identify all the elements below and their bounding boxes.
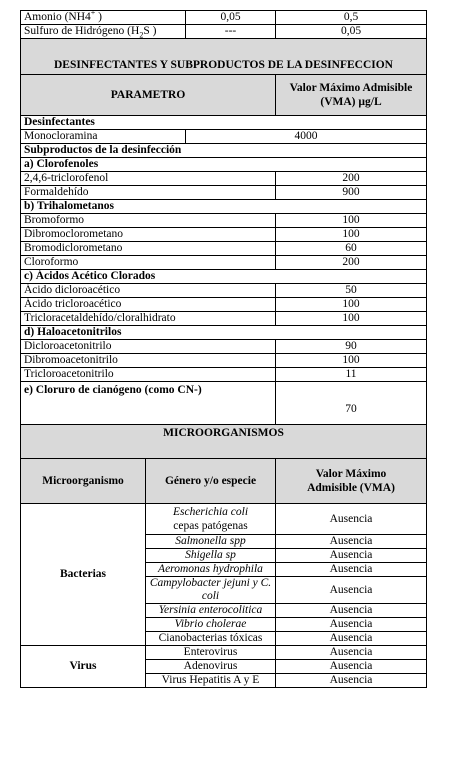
parameter-name: Ácido tricloroacético [21, 298, 276, 312]
parameter-name: Formaldehído [21, 186, 276, 200]
value-cell: 50 [276, 284, 427, 298]
parameter-name: 2,4,6-triclorofenol [21, 172, 276, 186]
species-cell: Campylobacter jejuni y C. coli [146, 577, 276, 604]
table-row [21, 25, 427, 39]
value-cell: 100 [276, 298, 427, 312]
table-row [21, 172, 427, 186]
genero-header: Género y/o especie [146, 459, 276, 504]
desinfectantes-label: Desinfectantes [21, 116, 427, 130]
micro-title: MICROORGANISMOS [21, 425, 427, 459]
table-row [21, 144, 427, 158]
group-title: b) Trihalometanos [21, 200, 427, 214]
table-row [21, 284, 427, 298]
table-row [21, 186, 427, 200]
value-cell: 0,5 [276, 11, 427, 25]
value-cell: 100 [276, 312, 427, 326]
parameter-name: Bromodiclorometano [21, 242, 276, 256]
value-cell: Ausencia [276, 674, 427, 688]
value-cell: Ausencia [276, 549, 427, 563]
value-cell: Ausencia [276, 563, 427, 577]
parameter-name: Monocloramina [21, 130, 186, 144]
parameter-name: Dibromoacetonitrilo [21, 354, 276, 368]
value-cell: 60 [276, 242, 427, 256]
value-cell: 0,05 [186, 11, 276, 25]
group-title-row [21, 158, 427, 172]
value-cell: 0,05 [276, 25, 427, 39]
parameters-table [20, 10, 427, 688]
table-row [21, 242, 427, 256]
header-row [21, 459, 427, 504]
parameter-name: Ácido dicloroacético [21, 284, 276, 298]
parameter-name: Tricloracetaldehído/cloralhidrato [21, 312, 276, 326]
section-title-row [21, 425, 427, 459]
table-row [21, 504, 427, 535]
value-cell: Ausencia [276, 604, 427, 618]
value-cell: 100 [276, 228, 427, 242]
table-row [21, 130, 427, 144]
bacterias-label: Bacterias [21, 504, 146, 646]
table-row [21, 256, 427, 270]
section-title: DESINFECTANTES Y SUBPRODUCTOS DE LA DESINFECCION [21, 39, 427, 75]
value-cell: 100 [276, 354, 427, 368]
value-cell: 900 [276, 186, 427, 200]
value-cell: Ausencia [276, 504, 427, 535]
species-cell: Escherichia coli cepas patógenas [146, 504, 276, 535]
species-cell: Adenovirus [146, 660, 276, 674]
species-cell: Virus Hepatitis A y E [146, 674, 276, 688]
species-cell: Yersinia enterocolitica [146, 604, 276, 618]
species-cell: Vibrio cholerae [146, 618, 276, 632]
table-row [21, 382, 427, 425]
parameter-name: Tricloroacetonitrilo [21, 368, 276, 382]
group-title: e) Cloruro de cianógeno (como CN-) [21, 382, 276, 425]
value-cell: 90 [276, 340, 427, 354]
group-title: a) Clorofenoles [21, 158, 427, 172]
header-row [21, 75, 427, 116]
table-row [21, 228, 427, 242]
table-row [21, 340, 427, 354]
parameter-name: Cloroformo [21, 256, 276, 270]
value-cell: Ausencia [276, 535, 427, 549]
parameter-name: Bromoformo [21, 214, 276, 228]
value-cell: 70 [276, 382, 427, 425]
table-row [21, 11, 427, 25]
value-cell: Ausencia [276, 646, 427, 660]
vma-header: Valor Máximo Admisible (VMA) [276, 459, 427, 504]
value-cell: Ausencia [276, 632, 427, 646]
species-cell: Salmonella spp [146, 535, 276, 549]
table-row [21, 298, 427, 312]
group-title-row [21, 270, 427, 284]
value-cell: 11 [276, 368, 427, 382]
parameter-name: Dicloroacetonitrilo [21, 340, 276, 354]
section-title-row [21, 39, 427, 75]
value-cell: Ausencia [276, 577, 427, 604]
value-cell: Ausencia [276, 660, 427, 674]
group-title-row [21, 200, 427, 214]
virus-label: Virus [21, 646, 146, 688]
group-title: c) Ácidos Acético Clorados [21, 270, 427, 284]
value-cell: 200 [276, 256, 427, 270]
group-title-row [21, 326, 427, 340]
parameter-name: Sulfuro de Hidrógeno ($H_2S$ ) [21, 25, 186, 39]
subproductos-label: Subproductos de la desinfección [21, 144, 427, 158]
table-row [21, 116, 427, 130]
group-title: d) Haloacetonitrilos [21, 326, 427, 340]
parametro-header: PARAMETRO [21, 75, 276, 116]
value-cell: --- [186, 25, 276, 39]
table-row [21, 646, 427, 660]
value-cell: Ausencia [276, 618, 427, 632]
species-cell: Shigella sp [146, 549, 276, 563]
species-cell: Cianobacterias tóxicas [146, 632, 276, 646]
species-cell: Enterovirus [146, 646, 276, 660]
parameter-name: Dibromoclorometano [21, 228, 276, 242]
vma-header: Valor Máximo Admisible (VMA) µg/L [276, 75, 427, 116]
microorganismo-header: Microorganismo [21, 459, 146, 504]
value-cell: 4000 [186, 130, 427, 144]
table-row [21, 354, 427, 368]
parameter-name: Amonio (NH4+ ) [21, 11, 186, 25]
value-cell: 200 [276, 172, 427, 186]
table-row [21, 214, 427, 228]
value-cell: 100 [276, 214, 427, 228]
species-cell: Aeromonas hydrophila [146, 563, 276, 577]
table-row [21, 368, 427, 382]
table-row [21, 312, 427, 326]
